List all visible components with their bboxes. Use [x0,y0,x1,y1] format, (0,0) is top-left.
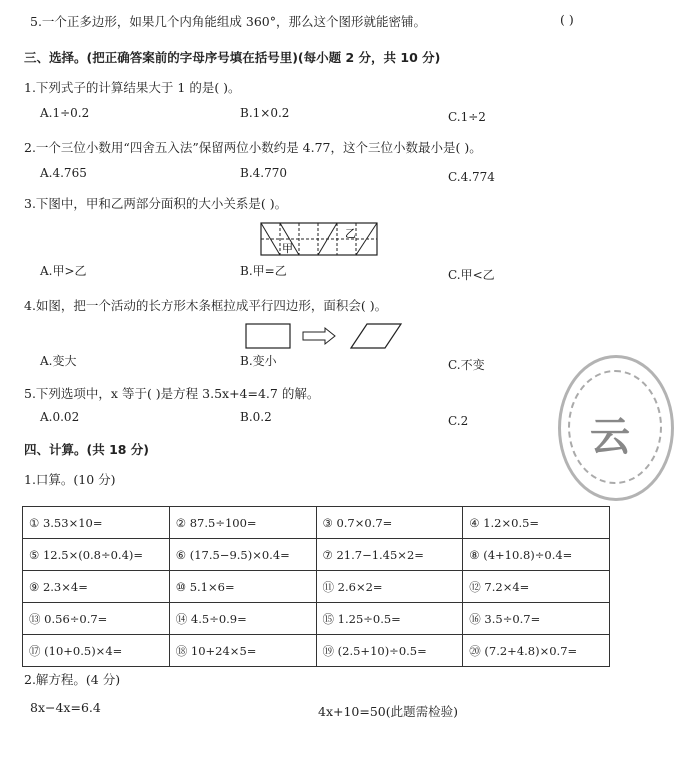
table-cell[interactable]: ⑦ 21.7−1.45×2= [316,539,463,571]
equation-1[interactable]: 8x−4x=6.4 [30,700,101,715]
choice-4-option-a[interactable]: A.变大 [40,354,77,368]
table-row [23,539,610,571]
choice-3-stem: 3.下图中，甲和乙两部分面积的大小关系是( )。 [24,196,288,211]
choice-3-option-c[interactable]: C.甲<乙 [448,268,495,282]
label-yi: 乙 [345,227,356,240]
choice-2-option-c[interactable]: C.4.774 [448,170,495,184]
choice-1-option-a[interactable]: A.1÷0.2 [40,106,90,120]
choice-5-option-c[interactable]: C.2 [448,414,469,428]
choice-1-stem: 1.下列式子的计算结果大于 1 的是( )。 [24,80,241,95]
table-cell[interactable]: ⑰ (10+0.5)×4= [23,635,170,667]
table-row [23,571,610,603]
table-row [23,603,610,635]
fill-question-5: 5.一个正多边形，如果几个内角能组成 360°，那么这个图形就能密铺。 [30,14,427,29]
section-4-title: 四、计算。(共 18 分) [24,442,150,457]
choice-5-option-b[interactable]: B.0.2 [240,410,272,424]
table-cell[interactable]: ⑧ (4+10.8)÷0.4= [463,539,610,571]
choice-1-option-b[interactable]: B.1×0.2 [240,106,290,120]
choice-3-option-b[interactable]: B.甲=乙 [240,264,287,278]
table-row [23,635,610,667]
table-cell[interactable]: ⑩ 5.1×6= [169,571,316,603]
choice-4-option-c[interactable]: C.不变 [448,358,485,372]
table-cell[interactable]: ④ 1.2×0.5= [463,507,610,539]
table-cell[interactable]: ⑮ 1.25÷0.5= [316,603,463,635]
table-cell[interactable]: ⑱ 10+24×5= [169,635,316,667]
section-3-title: 三、选择。(把正确答案前的字母序号填在括号里)(每小题 2 分，共 10 分) [24,50,441,65]
table-cell[interactable]: ② 87.5÷100= [169,507,316,539]
seal-stamp-glyph: 云 [590,414,630,460]
table-cell[interactable]: ③ 0.7×0.7= [316,507,463,539]
table-cell[interactable]: ⑫ 7.2×4= [463,571,610,603]
table-cell[interactable]: ⑥ (17.5−9.5)×0.4= [169,539,316,571]
table-cell[interactable]: ⑨ 2.3×4= [23,571,170,603]
rectangle-to-parallelogram-figure [245,321,405,351]
choice-2-option-b[interactable]: B.4.770 [240,166,287,180]
choice-4-stem: 4.如图，把一个活动的长方形木条框拉成平行四边形，面积会( )。 [24,298,388,313]
choice-5-option-a[interactable]: A.0.02 [40,410,80,424]
table-cell[interactable]: ⑪ 2.6×2= [316,571,463,603]
choice-2-stem: 2.一个三位小数用“四舍五入法”保留两位小数约是 4.77，这个三位小数最小是( )。 [24,140,482,155]
answer-paren[interactable]: ( ) [560,12,574,27]
table-cell[interactable]: ⑤ 12.5×(0.8÷0.4)= [23,539,170,571]
area-comparison-figure [260,222,378,256]
choice-5-stem: 5.下列选项中，x 等于( )是方程 3.5x+4=4.7 的解。 [24,386,320,401]
equation-2[interactable]: 4x+10=50(此题需检验) [318,704,459,719]
choice-4-option-b[interactable]: B.变小 [240,354,277,368]
label-jia: 甲 [282,242,293,255]
table-cell[interactable]: ⑲ (2.5+10)÷0.5= [316,635,463,667]
oral-calc-table [22,506,610,667]
table-cell[interactable]: ① 3.53×10= [23,507,170,539]
choice-3-option-a[interactable]: A.甲>乙 [40,264,87,278]
choice-2-option-a[interactable]: A.4.765 [40,166,87,180]
table-cell[interactable]: ⑳ (7.2+4.8)×0.7= [463,635,610,667]
choice-1-option-c[interactable]: C.1÷2 [448,110,486,124]
oral-calc-title: 1.口算。(10 分) [24,472,116,487]
table-cell[interactable]: ⑬ 0.56÷0.7= [23,603,170,635]
table-row [23,507,610,539]
table-cell[interactable]: ⑯ 3.5÷0.7= [463,603,610,635]
table-cell[interactable]: ⑭ 4.5÷0.9= [169,603,316,635]
equations-title: 2.解方程。(4 分) [24,672,121,687]
